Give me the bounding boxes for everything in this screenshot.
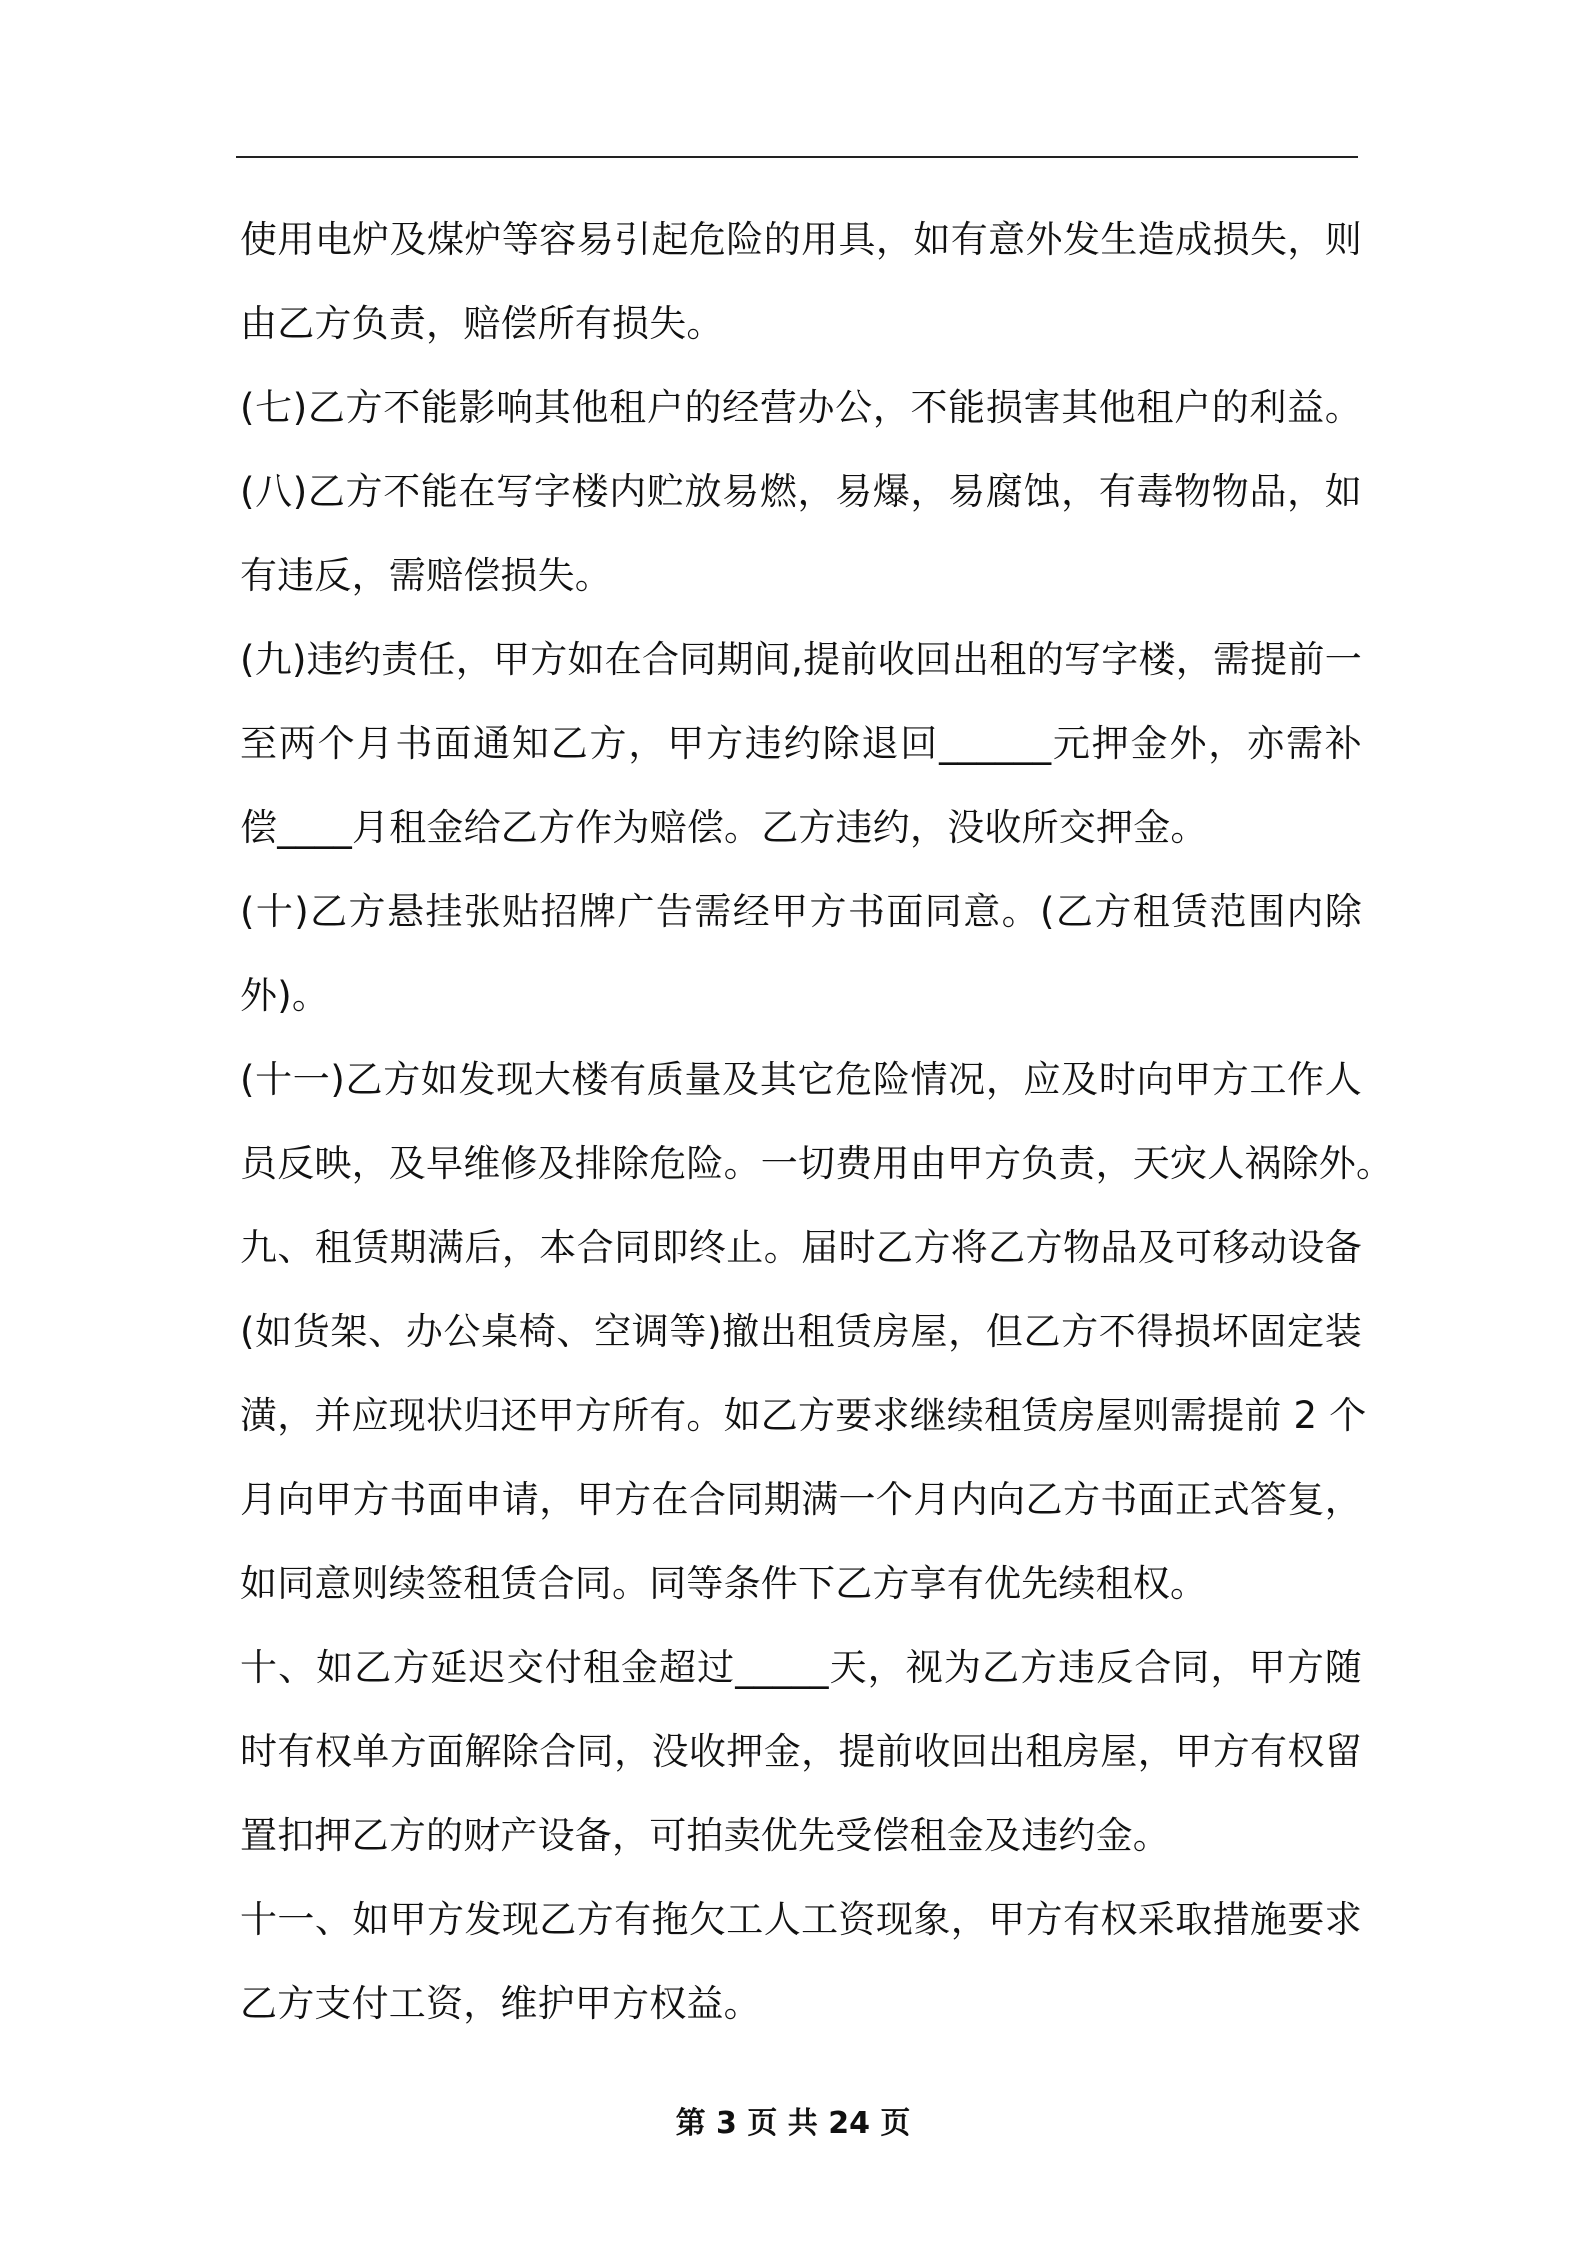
text-line: (十)乙方悬挂张贴招牌广告需经甲方书面同意。(乙方租赁范围内除: [240, 890, 1362, 933]
text-line: 九、租赁期满后，本合同即终止。届时乙方将乙方物品及可移动设备: [240, 1226, 1362, 1269]
text-line: 员反映，及早维修及排除危险。一切费用由甲方负责，天灾人祸除外。: [240, 1142, 1394, 1185]
text-line: (如货架、办公桌椅、空调等)撤出租赁房屋，但乙方不得损坏固定装: [240, 1310, 1362, 1353]
text-line: 乙方支付工资，维护甲方权益。: [240, 1982, 761, 2025]
text-line: 置扣押乙方的财产设备，可拍卖优先受偿租金及违约金。: [240, 1814, 1170, 1857]
text-line: 至两个月书面通知乙方，甲方违约除退回______元押金外，亦需补: [240, 722, 1362, 765]
page-number: 第 3 页 共 24 页: [675, 2106, 911, 2141]
document-body: [240, 198, 1394, 2046]
text-line: (八)乙方不能在写字楼内贮放易燃，易爆，易腐蚀，有毒物物品，如: [240, 470, 1362, 513]
text-line: (七)乙方不能影响其他租户的经营办公，不能损害其他租户的利益。: [240, 386, 1362, 429]
text-line: 有违反，需赔偿损失。: [240, 554, 612, 597]
text-line: 十一、如甲方发现乙方有拖欠工人工资现象，甲方有权采取措施要求: [240, 1898, 1362, 1941]
text-line: 月向甲方书面申请，甲方在合同期满一个月内向乙方书面正式答复，: [240, 1478, 1362, 1521]
text-line: 时有权单方面解除合同，没收押金，提前收回出租房屋，甲方有权留: [240, 1730, 1362, 1773]
text-line: 使用电炉及煤炉等容易引起危险的用具，如有意外发生造成损失，则: [240, 218, 1362, 261]
header-rule: [236, 156, 1358, 158]
text-line: 如同意则续签租赁合同。同等条件下乙方享有优先续租权。: [240, 1562, 1208, 1605]
text-line: (九)违约责任，甲方如在合同期间,提前收回出租的写字楼，需提前一: [240, 638, 1362, 681]
text-line: 由乙方负责，赔偿所有损失。: [240, 302, 724, 345]
text-line: 外)。: [240, 974, 330, 1017]
text-line: 偿____月租金给乙方作为赔偿。乙方违约，没收所交押金。: [240, 806, 1208, 849]
text-line: 潢，并应现状归还甲方所有。如乙方要求继续租赁房屋则需提前 2 个: [240, 1394, 1367, 1437]
text-line: (十一)乙方如发现大楼有质量及其它危险情况，应及时向甲方工作人: [240, 1058, 1362, 1101]
text-line: 十、如乙方延迟交付租金超过_____天，视为乙方违反合同，甲方随: [240, 1646, 1362, 1689]
